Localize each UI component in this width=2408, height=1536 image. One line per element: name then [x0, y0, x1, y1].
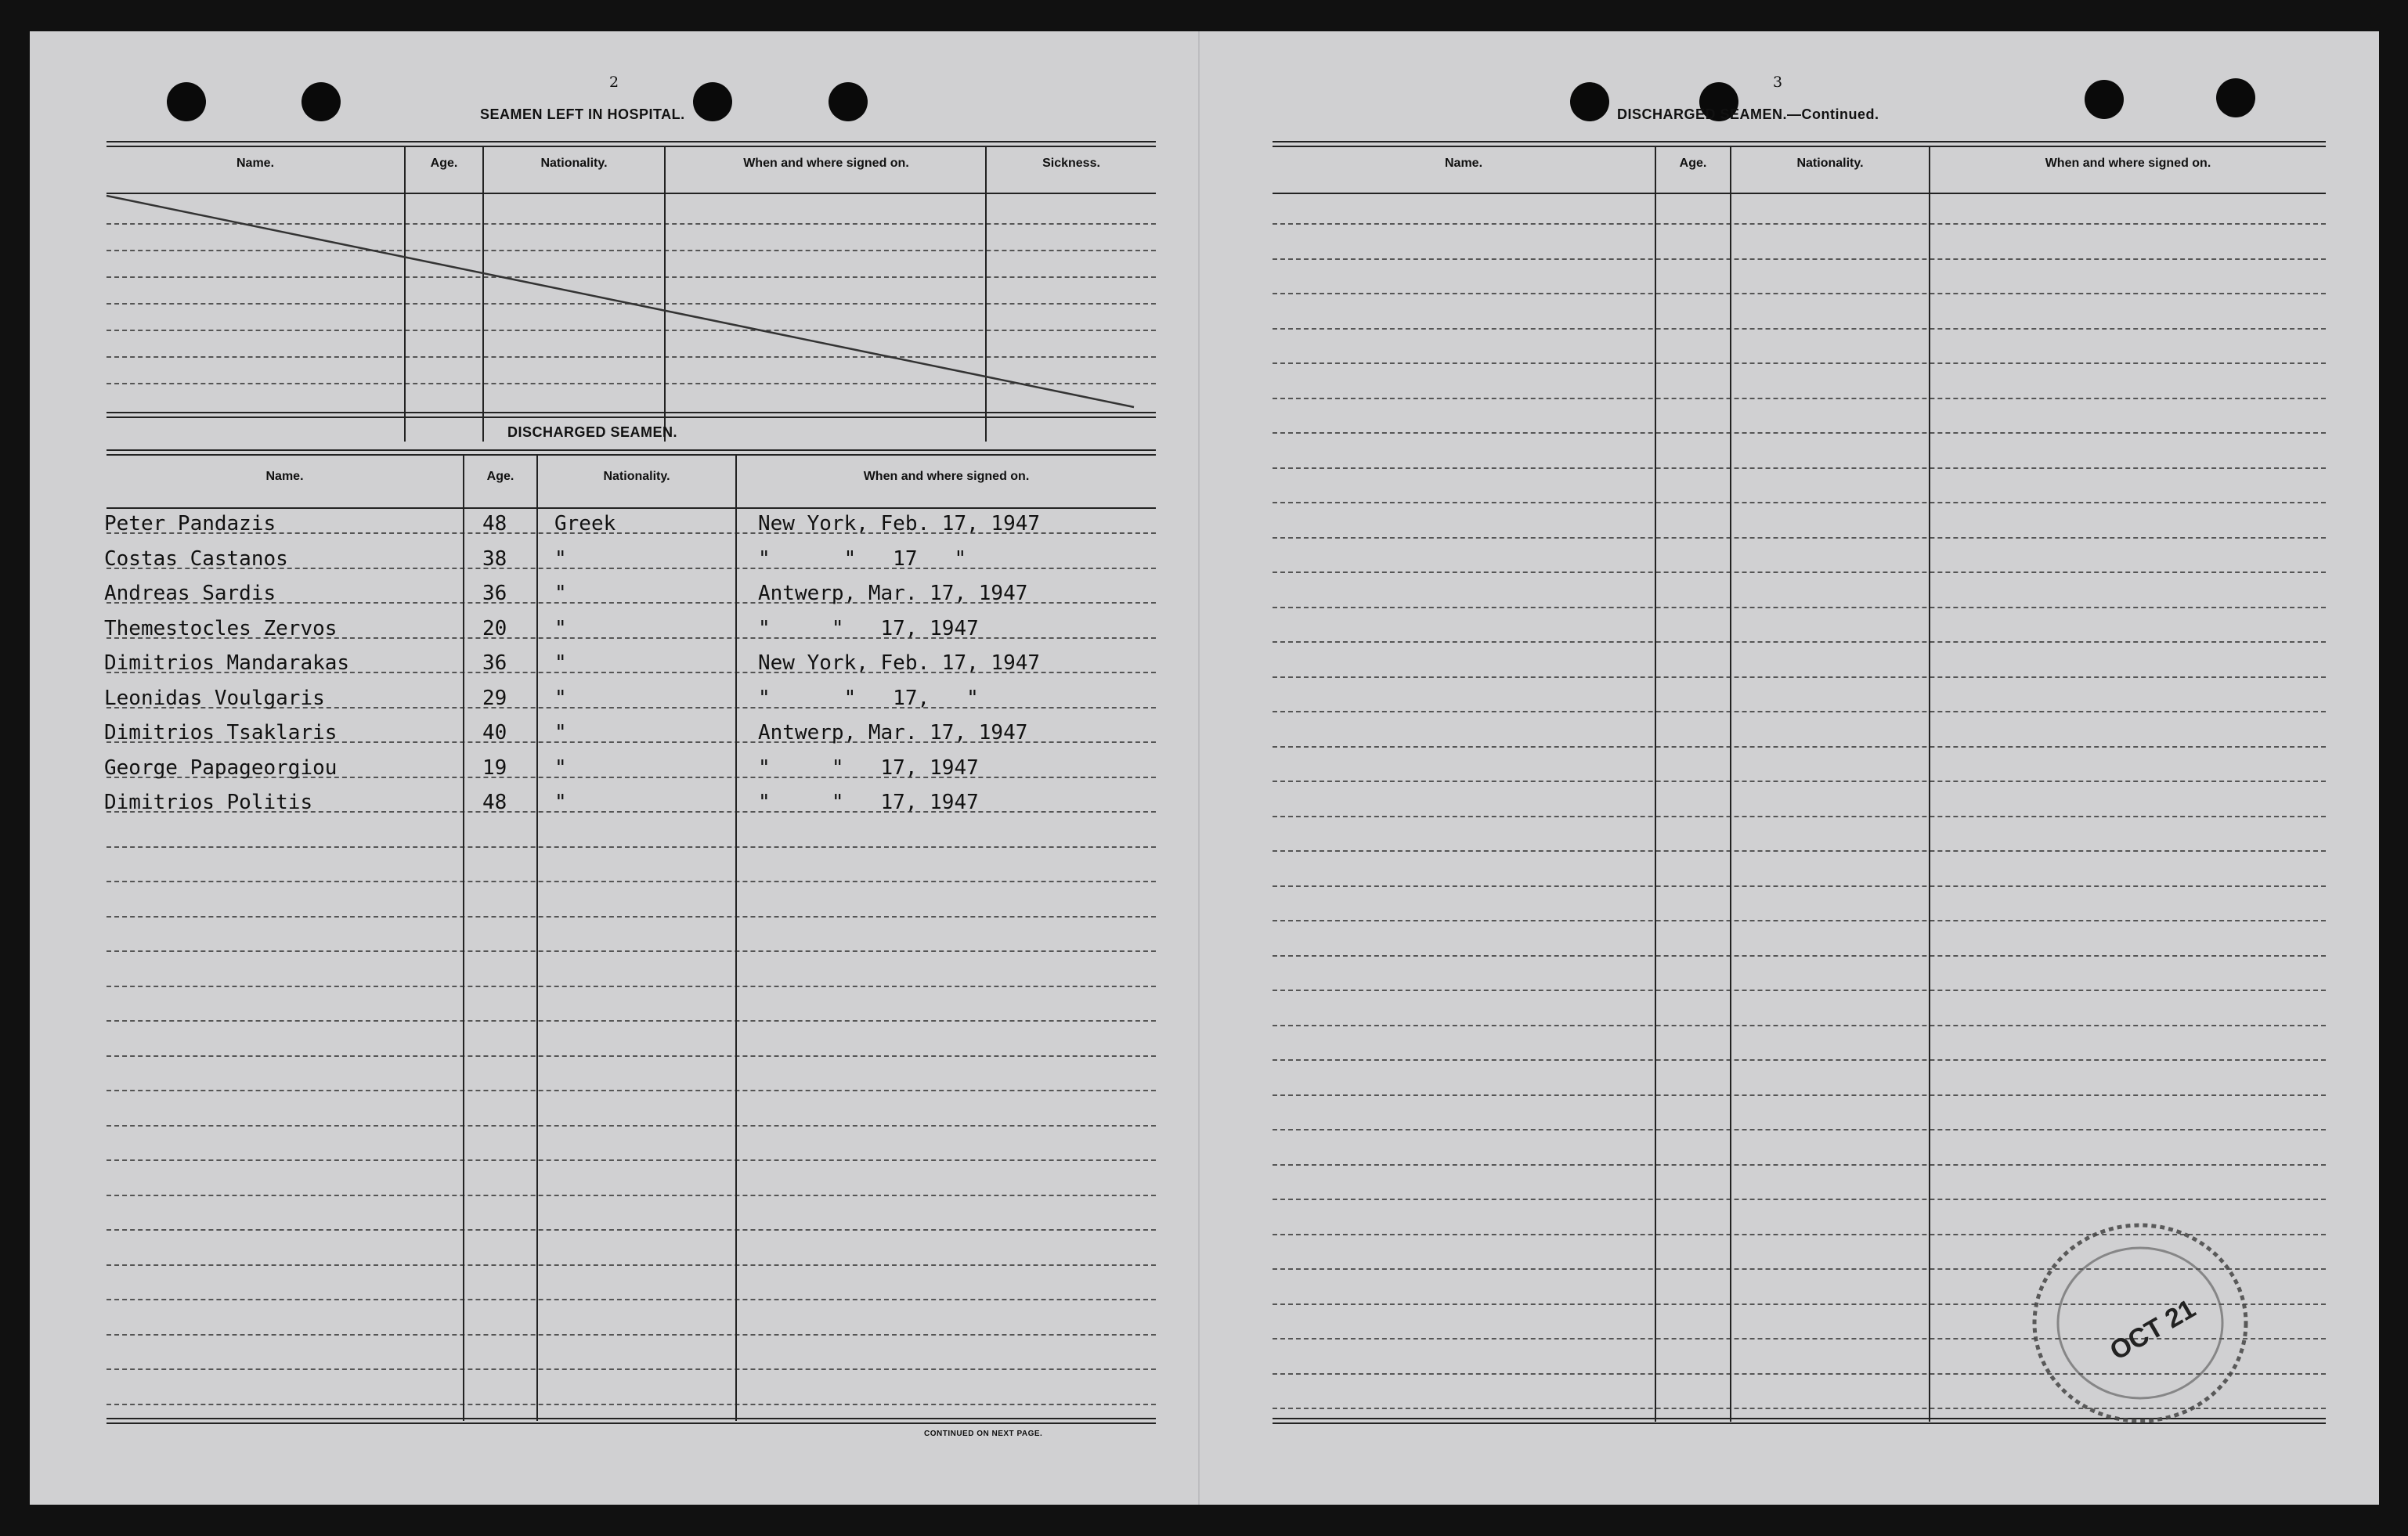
- entry-age: 20: [482, 616, 507, 640]
- ledger-line: [1273, 432, 2326, 434]
- column-divider: [1730, 147, 1731, 1422]
- entry-age: 29: [482, 686, 507, 710]
- entry-name: George Papageorgiou: [104, 755, 338, 780]
- ledger-line: [1273, 1094, 2326, 1096]
- entry-signed-on: " " 17, ": [758, 686, 979, 710]
- ledger-line: [1273, 1059, 2326, 1061]
- ledger-line: [107, 1020, 1156, 1022]
- entry-age: 38: [482, 546, 507, 571]
- right-header-rule: [1273, 193, 2326, 194]
- ledger-sheet: [30, 31, 2379, 1505]
- ledger-line: [107, 1299, 1156, 1300]
- punch-hole: [1570, 82, 1609, 121]
- entry-name: Dimitrios Mandarakas: [104, 651, 350, 675]
- entry-age: 36: [482, 651, 507, 675]
- ledger-line: [1273, 537, 2326, 539]
- entry-age: 19: [482, 755, 507, 780]
- entry-name: Themestocles Zervos: [104, 616, 338, 640]
- entry-signed-on: " " 17, 1947: [758, 616, 979, 640]
- ledger-line: [1273, 955, 2326, 957]
- entry-signed-on: Antwerp, Mar. 17, 1947: [758, 721, 1028, 745]
- column-divider: [735, 456, 737, 1421]
- ledger-line: [1273, 362, 2326, 364]
- entry-age: 48: [482, 791, 507, 814]
- ledger-line: [107, 1125, 1156, 1127]
- entry-nationality: ": [554, 651, 567, 675]
- column-header: Nationality.: [540, 157, 608, 170]
- ledger-line: [107, 1334, 1156, 1336]
- ledger-line: [1273, 398, 2326, 399]
- column-header: Age.: [486, 470, 514, 483]
- column-header: Sickness.: [1042, 157, 1100, 170]
- ledger-line: [1273, 502, 2326, 503]
- column-header: Name.: [236, 157, 275, 170]
- entry-name: Dimitrios Tsaklaris: [104, 721, 338, 745]
- entry-age: 48: [482, 512, 507, 535]
- ledger-line: [1273, 467, 2326, 469]
- hospital-bottom-rule: [107, 416, 1156, 418]
- entry-signed-on: New York, Feb. 17, 1947: [758, 651, 1041, 675]
- entry-nationality: ": [554, 546, 567, 571]
- stamp-date: OCT 21: [2105, 1293, 2201, 1367]
- ledger-line: [1273, 885, 2326, 887]
- page-number: 3: [1773, 74, 1783, 91]
- ledger-line: [1273, 676, 2326, 678]
- discharged-top-rule: [107, 449, 1156, 451]
- right-top-rule: [1273, 141, 2326, 142]
- right-top-rule: [1273, 146, 2326, 147]
- ledger-line: [1273, 816, 2326, 817]
- ledger-line: [1273, 641, 2326, 643]
- discharged-bottom-rule: [107, 1422, 1156, 1424]
- entry-signed-on: " " 17, 1947: [758, 755, 979, 780]
- entry-nationality: ": [554, 791, 567, 814]
- ledger-line: [107, 1055, 1156, 1057]
- discharged-top-rule: [107, 454, 1156, 456]
- column-header: Age.: [430, 157, 458, 170]
- entry-age: 36: [482, 582, 507, 605]
- entry-nationality: ": [554, 721, 567, 745]
- column-header: Age.: [1679, 157, 1707, 170]
- column-header: Nationality.: [1796, 157, 1864, 170]
- punch-hole: [2216, 78, 2255, 117]
- entry-signed-on: " " 17 ": [758, 546, 967, 571]
- discharged-header-rule: [107, 507, 1156, 509]
- ledger-line: [1273, 258, 2326, 260]
- entry-name: Peter Pandazis: [104, 512, 276, 535]
- continued-note: CONTINUED ON NEXT PAGE.: [924, 1430, 1043, 1438]
- ledger-line: [1273, 1199, 2326, 1200]
- ledger-line: [1273, 746, 2326, 748]
- ledger-line: [1273, 293, 2326, 294]
- ledger-line: [1273, 1129, 2326, 1130]
- ledger-line: [1273, 328, 2326, 330]
- ledger-line: [1273, 223, 2326, 225]
- column-header: Name.: [265, 470, 304, 483]
- ledger-line: [107, 1404, 1156, 1405]
- ledger-line: [107, 1090, 1156, 1091]
- ledger-line: [1273, 920, 2326, 921]
- ledger-line: [1273, 1164, 2326, 1166]
- page-number: 2: [609, 74, 619, 91]
- ledger-line: [1273, 607, 2326, 608]
- column-header: Name.: [1444, 157, 1483, 170]
- ledger-line: [107, 986, 1156, 987]
- column-divider: [1655, 147, 1656, 1422]
- ledger-line: [107, 950, 1156, 952]
- ledger-line: [1273, 990, 2326, 991]
- ledger-line: [1273, 781, 2326, 782]
- entry-nationality: Greek: [554, 512, 616, 535]
- entry-nationality: ": [554, 755, 567, 780]
- column-header: When and where signed on.: [2045, 157, 2211, 170]
- entry-signed-on: New York, Feb. 17, 1947: [758, 512, 1041, 535]
- ledger-line: [107, 1368, 1156, 1370]
- column-divider: [1929, 147, 1930, 1422]
- entry-age: 40: [482, 721, 507, 745]
- ledger-line: [1273, 711, 2326, 712]
- ledger-line: [107, 1264, 1156, 1266]
- column-divider: [463, 456, 464, 1421]
- entry-signed-on: Antwerp, Mar. 17, 1947: [758, 582, 1028, 605]
- ledger-line: [107, 881, 1156, 882]
- ledger-line: [107, 916, 1156, 918]
- entry-nationality: ": [554, 616, 567, 640]
- entry-name: Leonidas Voulgaris: [104, 686, 325, 710]
- ledger-line: [1273, 1025, 2326, 1026]
- discharged-bottom-rule: [107, 1418, 1156, 1419]
- ledger-line: [1273, 571, 2326, 573]
- column-header: When and where signed on.: [743, 157, 909, 170]
- ledger-line: [107, 1229, 1156, 1231]
- entry-name: Andreas Sardis: [104, 582, 276, 605]
- entry-signed-on: " " 17, 1947: [758, 791, 979, 814]
- entry-nationality: ": [554, 686, 567, 710]
- ledger-line: [107, 1195, 1156, 1196]
- entry-name: Dimitrios Politis: [104, 791, 313, 814]
- entry-nationality: ": [554, 582, 567, 605]
- column-header: Nationality.: [603, 470, 670, 483]
- ledger-line: [107, 1159, 1156, 1161]
- ledger-line: [107, 846, 1156, 848]
- continued-section-title: DISCHARGED SEAMEN.—Continued.: [1617, 106, 1879, 122]
- column-divider: [536, 456, 538, 1421]
- hospital-section-title: SEAMEN LEFT IN HOSPITAL.: [480, 106, 685, 122]
- ledger-line: [1273, 850, 2326, 852]
- hospital-bottom-rule: [107, 412, 1156, 413]
- punch-hole: [2085, 80, 2124, 119]
- column-header: When and where signed on.: [863, 470, 1030, 483]
- discharged-section-title: DISCHARGED SEAMEN.: [507, 424, 678, 440]
- entry-name: Costas Castanos: [104, 546, 288, 571]
- postmark-stamp: [2011, 1206, 2269, 1440]
